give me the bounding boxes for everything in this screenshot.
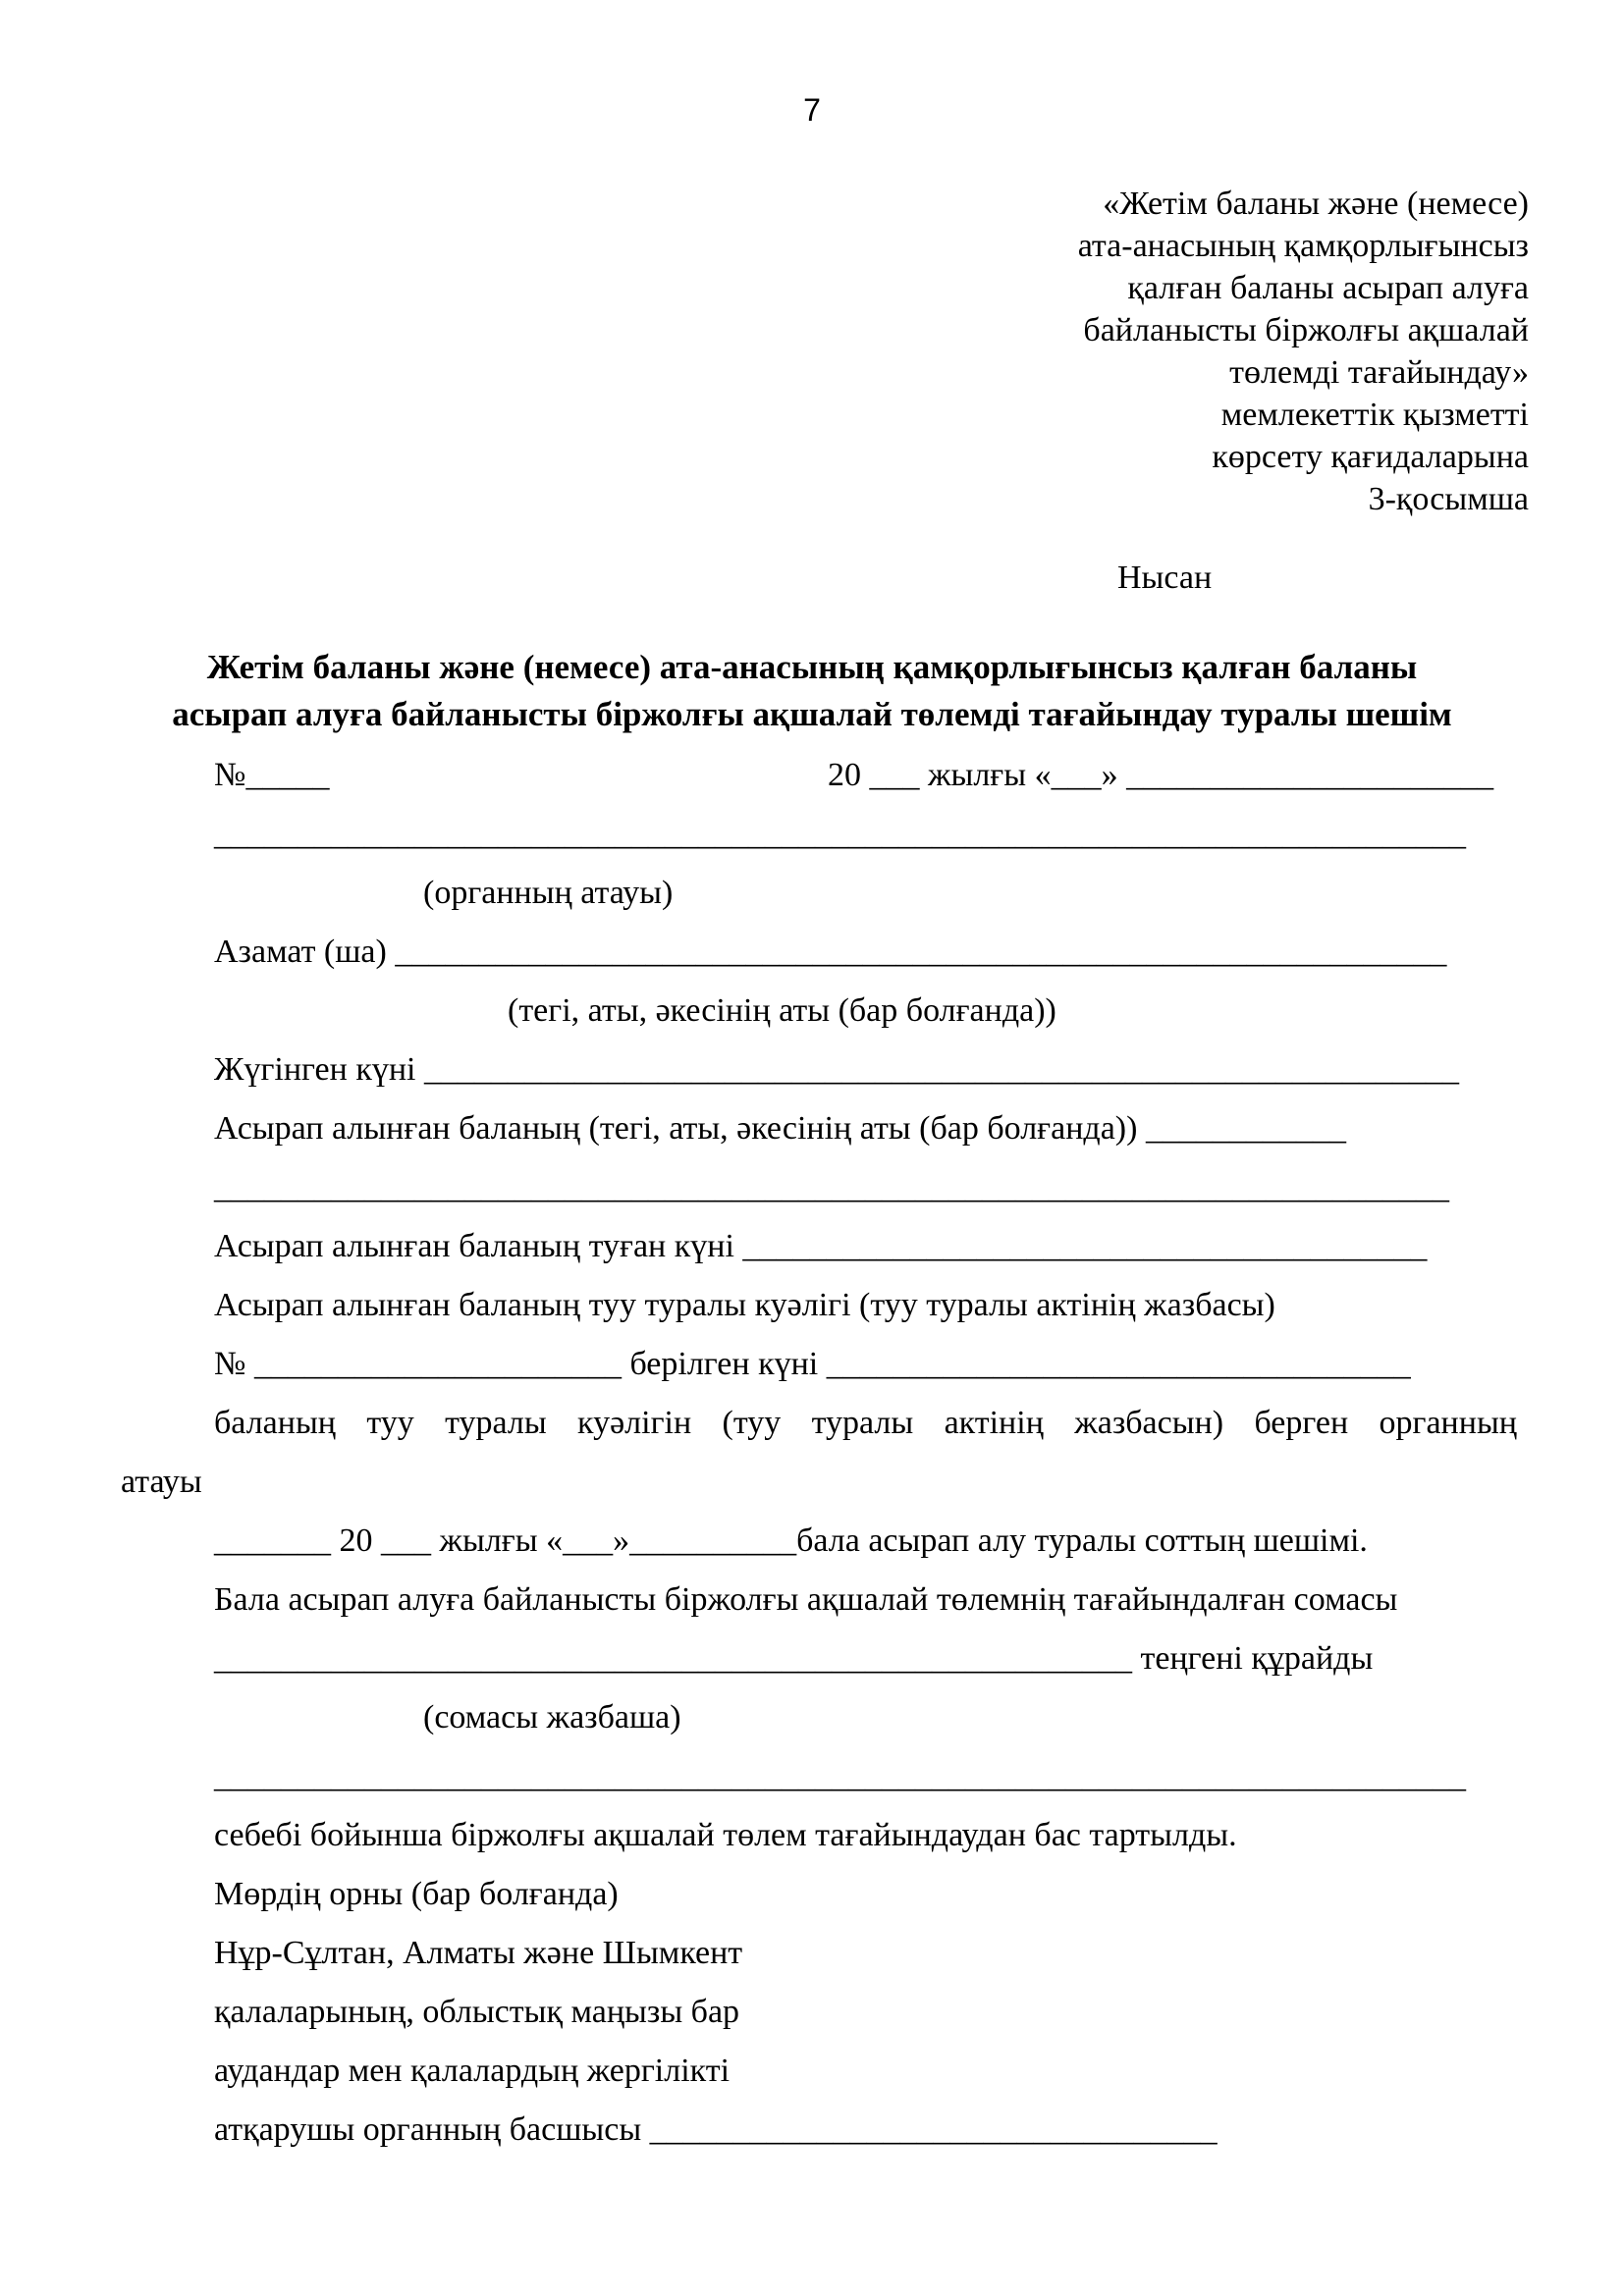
title-line: Жетім баланы және (немесе) ата-анасының қамқорлығынсыз қалған баланы (206, 648, 1418, 686)
appendix-line: байланысты біржолғы ақшалай (1083, 312, 1529, 348)
citizen-name-field: Азамат (ша) _______________________________________________________________ (214, 934, 1447, 970)
decision-number-blank: №_____ (214, 757, 330, 793)
appendix-line: көрсету қағидаларына (1212, 439, 1529, 475)
child-birth-date-field: Асырап алынған баланың туған күні _________________________________________ (214, 1228, 1428, 1264)
application-date-field: Жүгінген күні ______________________________________________________________ (214, 1051, 1459, 1088)
form-type-label: Нысан (1117, 560, 1213, 596)
seal-place-label: Мөрдің орны (бар болғанда) (214, 1876, 619, 1912)
form-body (121, 746, 1517, 2160)
org-name-caption: (органның атауы) (423, 875, 674, 911)
appendix-line: мемлекеттік қызметті (1220, 397, 1529, 433)
decision-date-blank: 20 ___ жылғы «___» ______________________ (828, 757, 1494, 793)
court-decision-field: _______ 20 ___ жылғы «___»__________бала асырап алу туралы соттың шешімі. (214, 1522, 1368, 1559)
blank-line: __________________________________________________________________________ (214, 1169, 1449, 1205)
refusal-blank-line: ___________________________________________________________________________ (214, 1758, 1466, 1794)
decision-number-and-date-row (121, 746, 1517, 805)
refusal-reason-text: себебі бойынша біржолғы ақшалай төлем тағайындаудан бас тартылды. (214, 1817, 1237, 1853)
appendix-reference (1078, 183, 1529, 520)
org-name-blank-line: ___________________________________________________________________________ (214, 816, 1466, 852)
issuing-authority-text: баланың туу туралы куәлігін (туу туралы актінің жазбасын) берген органның (214, 1405, 1517, 1441)
appendix-line: 3-қосымша (1368, 481, 1529, 517)
birth-certificate-label: Асырап алынған баланың туу туралы куәлігі (туу туралы актінің жазбасы) (214, 1287, 1275, 1323)
document-title (108, 644, 1516, 738)
appendix-line: қалған баланы асырап алуға (1127, 270, 1529, 306)
executive-body-text-line-1: Нұр-Сұлтан, Алматы және Шымкент (214, 1935, 743, 1971)
executive-body-text-line-3: аудандар мен қалалардың жергілікті (214, 2053, 731, 2089)
head-signature-field: атқарушы органның басшысы __________________________________ (214, 2111, 1218, 2148)
appendix-line: «Жетім баланы және (немесе) (1103, 186, 1529, 222)
amount-blank-field: _______________________________________________________ теңгені құрайды (214, 1640, 1374, 1677)
appendix-line: төлемді тағайындау» (1229, 354, 1529, 391)
title-line: асырап алуға байланысты біржолғы ақшалай төлемді тағайындау туралы шешім (172, 695, 1452, 733)
executive-body-text-line-2: қалаларының, облыстық маңызы бар (214, 1994, 740, 2030)
appendix-line: ата-анасының қамқорлығынсыз (1077, 228, 1529, 264)
issuing-authority-text-cont: атауы (121, 1464, 202, 1500)
adopted-child-name-field: Асырап алынған баланың (тегі, аты, әкесінің аты (бар болғанда)) ____________ (214, 1110, 1346, 1147)
amount-caption: (сомасы жазбаша) (423, 1699, 681, 1735)
page-number: 7 (803, 92, 821, 128)
certificate-number-field: № ______________________ берілген күні ___________________________________ (214, 1346, 1411, 1382)
citizen-name-caption: (тегі, аты, әкесінің аты (бар болғанда)) (508, 992, 1056, 1029)
payment-amount-text: Бала асырап алуға байланысты біржолғы ақшалай төлемнің тағайындалған сомасы (214, 1581, 1398, 1618)
